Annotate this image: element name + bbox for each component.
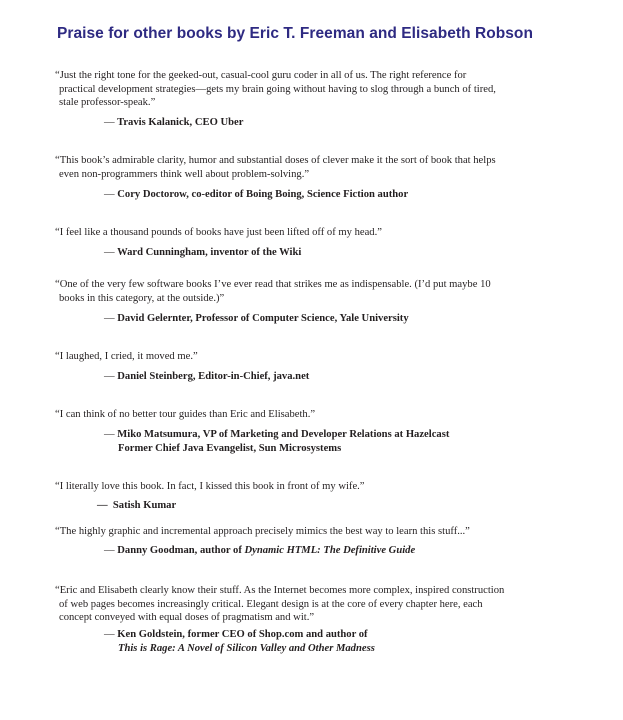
testimonial-quote [55,154,515,181]
testimonial-attribution [104,628,375,655]
attribution-line: Former Chief Java Evangelist, Sun Microsystems [118,442,342,454]
testimonial-quote [55,69,515,110]
testimonial-attribution [104,116,243,130]
page-title: Praise for other books by Eric T. Freeman and Elisabeth Robson [57,25,533,42]
testimonial-attribution [104,188,408,202]
quote-line: “The highly graphic and incremental approach precisely mimics the best way to learn this stuff...” [55,526,470,537]
testimonial-quote [55,226,515,240]
attribution-text: Miko Matsumura, VP of Marketing and Developer Relations at Hazelcast [117,429,450,440]
testimonial-quote [55,350,515,364]
quote-line: practical development strategies—gets my brain going without having to slog through a bunch of tired, [59,83,496,95]
em-dash: — [104,313,115,324]
quote-line: “I can think of no better tour guides than Eric and Elisabeth.” [55,409,316,420]
em-dash: — [104,629,115,640]
quote-line: “I feel like a thousand pounds of books have just been lifted off of my head.” [55,227,382,238]
testimonial-quote [55,278,515,305]
em-dash: — [104,545,115,556]
testimonial-quote [55,408,515,422]
testimonial-attribution [104,370,309,384]
attribution-text: Ken Goldstein, former CEO of Shop.com and author of [117,629,368,640]
em-dash: — [97,500,108,511]
attribution-text: Ward Cunningham, inventor of the Wiki [117,247,302,258]
testimonial-attribution [104,544,415,558]
em-dash: — [104,429,115,440]
quote-line: of web pages becomes increasingly critical. Elegant design is at the core of every chapter here, each [59,598,483,610]
attribution-text: Daniel Steinberg, Editor-in-Chief, java.net [117,371,310,382]
testimonial-attribution [104,246,301,260]
testimonial-attribution [104,428,449,455]
attribution-line [104,428,449,442]
em-dash: — [104,117,115,128]
quote-line: “I literally love this book. In fact, I kissed this book in front of my wife.” [55,481,365,492]
book-title: This is Rage: A Novel of Silicon Valley and Other Madness [118,642,375,654]
attribution-text: Satish Kumar [112,500,177,511]
quote-line: “Just the right tone for the geeked-out, casual-cool guru coder in all of us. The right reference for [55,70,467,81]
testimonial-attribution [97,499,176,513]
em-dash: — [104,189,115,200]
quote-line: “Eric and Elisabeth clearly know their stuff. As the Internet becomes more complex, inspired construction [55,585,505,596]
attribution-text: David Gelernter, Professor of Computer Science, Yale University [117,313,409,324]
em-dash: — [104,371,115,382]
quote-line: concept conveyed with equal doses of pragmatism and wit.” [59,612,315,624]
testimonial-quote [55,480,515,494]
em-dash: — [104,247,115,258]
attribution-text: Cory Doctorow, co-editor of Boing Boing, Science Fiction author [117,189,409,200]
attribution-text: Travis Kalanick, CEO Uber [117,117,244,128]
quote-line: even non-programmers think well about problem-solving.” [59,168,310,180]
attribution-line [104,628,375,642]
quote-line: “One of the very few software books I’ve ever read that strikes me as indispensable. (I’d put maybe 10 [55,279,491,290]
quote-line: books in this category, at the outside.)” [59,292,225,304]
book-title: Dynamic HTML: The Definitive Guide [244,545,416,556]
testimonial-quote [55,584,515,625]
attribution-text: Danny Goodman, author of [117,545,245,556]
testimonial-quote [55,525,515,539]
quote-line: “This book’s admirable clarity, humor and substantial doses of clever make it the sort of book that helps [55,155,496,166]
testimonial-attribution [104,312,409,326]
quote-line: stale professor-speak.” [59,97,156,109]
quote-line: “I laughed, I cried, it moved me.” [55,351,198,362]
